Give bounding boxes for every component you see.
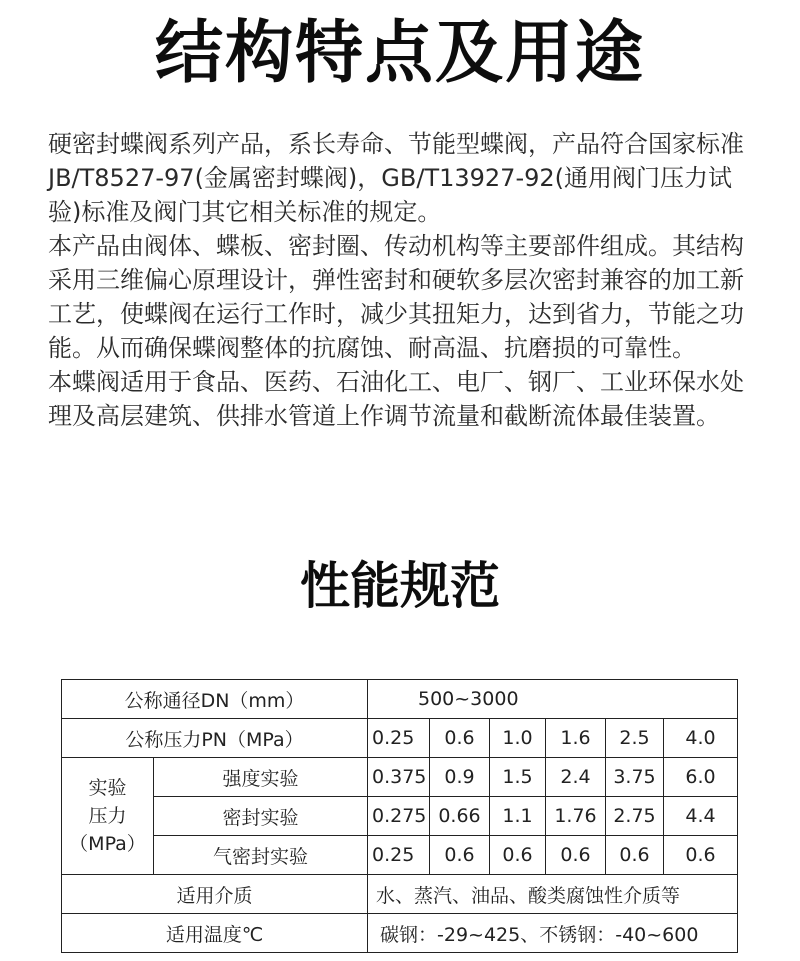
structure-title: 结构特点及用途 [154, 14, 645, 93]
label-test-pressure-group [62, 758, 154, 875]
label-test-pressure-line: 压力 [88, 805, 127, 827]
cell-test-value: 0.6 [664, 836, 738, 875]
structure-description [48, 127, 756, 433]
cell-test-value: 0.6 [490, 836, 546, 875]
cell-test-value: 0.6 [606, 836, 664, 875]
label-applicable-temperature: 适用温度℃ [62, 914, 368, 953]
label-seal-test: 密封实验 [154, 797, 368, 836]
cell-test-value: 3.75 [606, 758, 664, 797]
cell-test-value: 2.75 [606, 797, 664, 836]
label-nominal-diameter: 公称通径DN（mm） [62, 680, 368, 719]
cell-pn-value: 1.0 [490, 719, 546, 758]
cell-pn-value: 0.25 [368, 719, 430, 758]
cell-test-value: 6.0 [664, 758, 738, 797]
paragraph-applications: 本蝶阀适用于食品、医药、石油化工、电厂、钢厂、工业环保水处理及高层建筑、供排水管道上作调节流量和截断流体最佳装置。 [48, 368, 744, 430]
paragraph-construction: 本产品由阀体、蝶板、密封圈、传动机构等主要部件组成。其结构采用三维偏心原理设计，弹性密封和硬软多层次密封兼容的加工新工艺，使蝶阀在运行工作时，减少其扭矩力，达到省力，节能之功能。从而确保蝶阀整体的抗腐蚀、耐高温、抗磨损的可靠性。 [48, 232, 744, 362]
cell-pn-value: 0.6 [430, 719, 490, 758]
cell-pn-value: 2.5 [606, 719, 664, 758]
cell-test-value: 1.5 [490, 758, 546, 797]
value-applicable-temperature: 碳钢：-29~425、不锈钢：-40~600 [368, 914, 738, 953]
cell-test-value: 0.6 [430, 836, 490, 875]
cell-test-value: 1.1 [490, 797, 546, 836]
row-strength-test [62, 758, 738, 797]
row-applicable-temperature [62, 914, 738, 953]
performance-title: 性能规范 [300, 557, 500, 615]
value-applicable-medium: 水、蒸汽、油品、酸类腐蚀性介质等 [368, 875, 738, 914]
cell-test-value: 0.375 [368, 758, 430, 797]
cell-test-value: 0.9 [430, 758, 490, 797]
row-nominal-diameter [62, 680, 738, 719]
cell-test-value: 2.4 [546, 758, 606, 797]
value-nominal-diameter: 500~3000 [368, 680, 738, 719]
row-seal-test [62, 797, 738, 836]
label-air-seal-test: 气密封实验 [154, 836, 368, 875]
cell-test-value: 4.4 [664, 797, 738, 836]
paragraph-standards: 硬密封蝶阀系列产品，系长寿命、节能型蝶阀，产品符合国家标准JB/T8527-97(金属密封蝶阀)，GB/T13927-92(通用阀门压力试验)标准及阀门其它相关标准的规定。 [48, 130, 744, 226]
cell-pn-value: 1.6 [546, 719, 606, 758]
cell-test-value: 0.66 [430, 797, 490, 836]
label-nominal-pressure: 公称压力PN（MPa） [62, 719, 368, 758]
cell-test-value: 1.76 [546, 797, 606, 836]
cell-test-value: 0.275 [368, 797, 430, 836]
row-nominal-pressure [62, 719, 738, 758]
performance-table [61, 679, 738, 953]
label-applicable-medium: 适用介质 [62, 875, 368, 914]
label-test-pressure-line: 实验 [88, 777, 127, 799]
row-air-seal-test [62, 836, 738, 875]
label-strength-test: 强度实验 [154, 758, 368, 797]
cell-pn-value: 4.0 [664, 719, 738, 758]
cell-test-value: 0.6 [546, 836, 606, 875]
row-applicable-medium [62, 875, 738, 914]
cell-test-value: 0.25 [368, 836, 430, 875]
label-test-pressure-line: （MPa） [69, 833, 146, 855]
